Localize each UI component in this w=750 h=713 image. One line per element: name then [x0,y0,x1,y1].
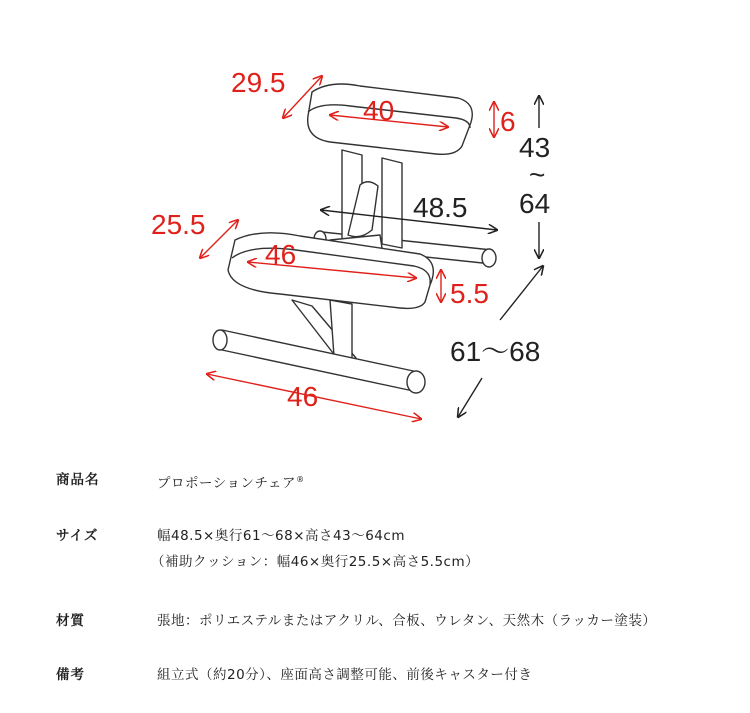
size-cushion: （補助クッション：幅46×奥行25.5×高さ5.5cm） [151,554,480,570]
height-min-label: 43 [519,132,551,163]
spec-label: 商品名 [56,472,100,488]
spec-label: 備考 [56,667,85,683]
size-main: 幅48.5×奥行61〜68×高さ43〜64cm [157,528,405,544]
spec-label: サイズ [56,528,99,544]
seat-thickness-label: 6 [500,106,516,137]
seat-depth-label: 29.5 [231,67,286,98]
spec-value [157,468,305,494]
spec-value [157,663,532,689]
height-max-label: 64 [519,188,551,219]
base-width-label: 46 [287,381,319,412]
spec-value [151,524,480,576]
notes-text: 組立式（約20分）、座面高さ調整可能、前後キャスター付き [157,667,533,683]
base-width-inner-label: 48.5 [413,192,468,223]
registered-mark: ® [296,475,305,484]
total-depth-label: 61〜68 [450,336,541,367]
spec-label: 材質 [56,613,85,629]
product-name: プロポーションチェア [157,475,297,492]
seat-width-label: 40 [363,95,395,126]
height-separator: ~ [529,159,546,190]
spec-value [157,609,656,635]
material-text: 張地：ポリエステルまたはアクリル、合板、ウレタン、天然木（ラッカー塗装） [157,613,657,629]
knee-thickness-label: 5.5 [450,278,489,309]
knee-depth-label: 25.5 [151,209,206,240]
knee-width-label: 46 [265,239,297,270]
